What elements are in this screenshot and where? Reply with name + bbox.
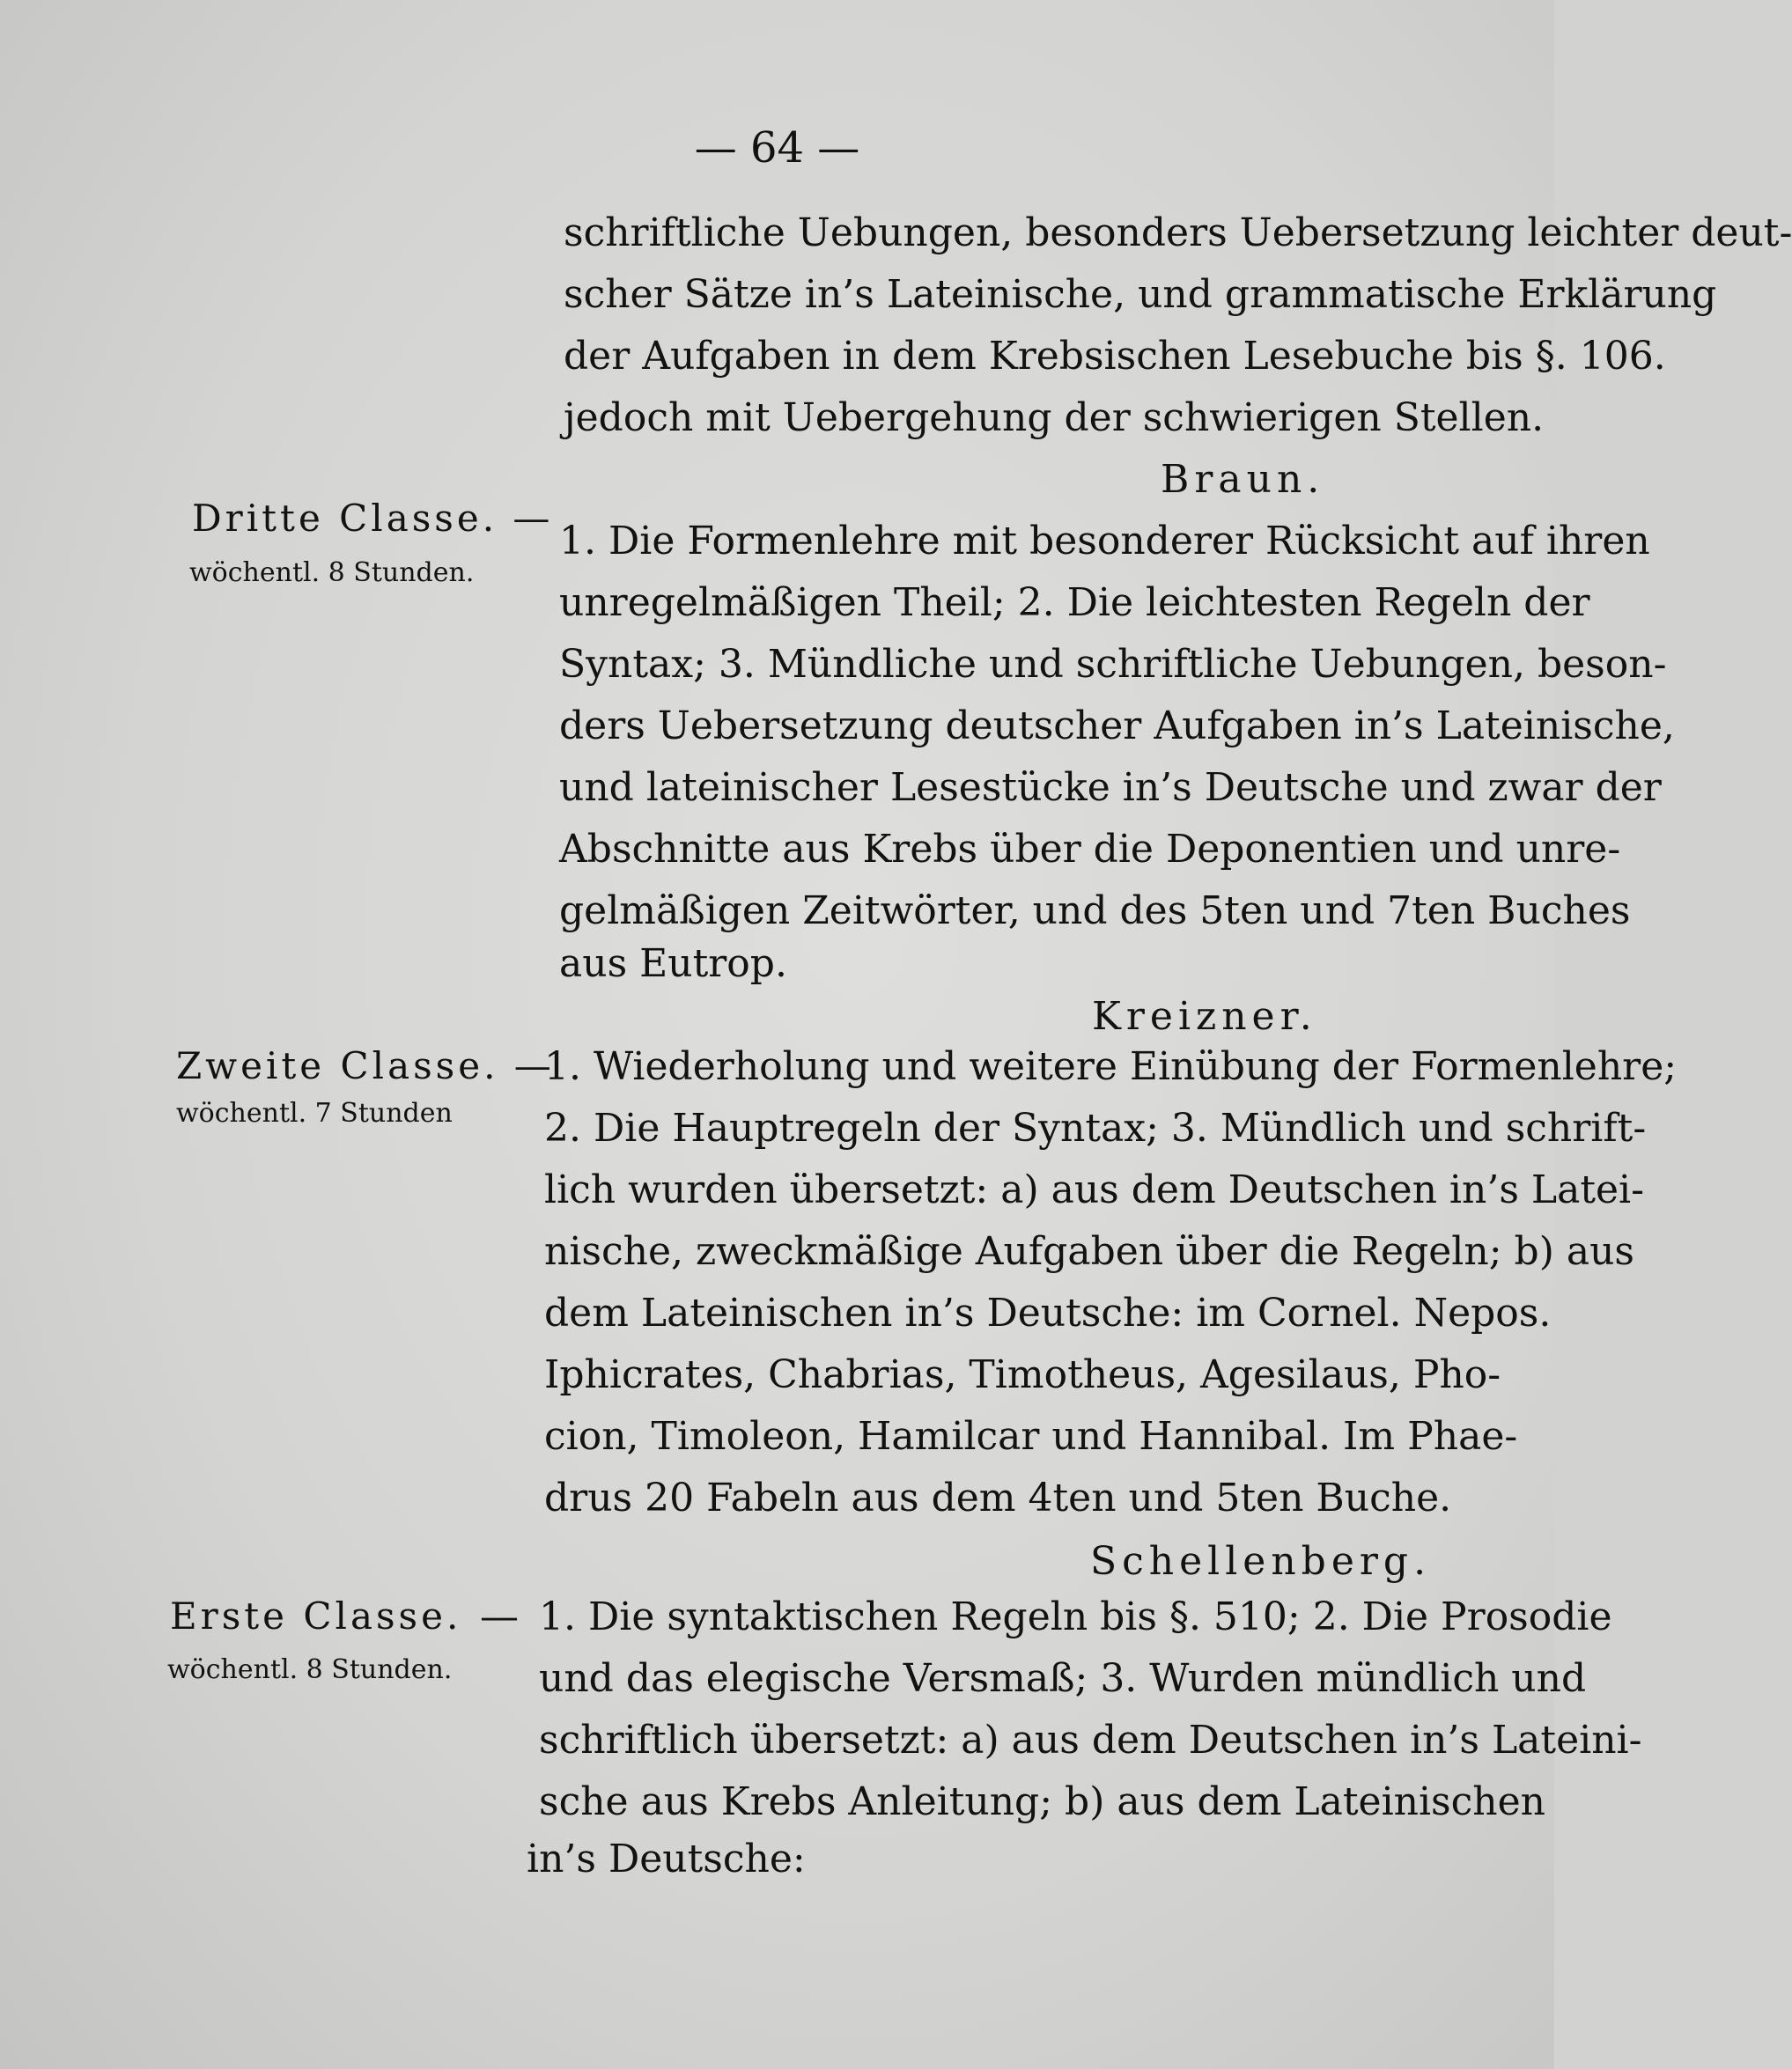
zweite-classe-heading: Zweite Classe. — [176,1044,555,1087]
erste-line-3: schriftlich übersetzt: a) aus dem Deutschen in’s Lateini- [539,1718,1642,1763]
dritte-classe-hours: wöchentl. 8 Stunden. [189,557,475,588]
signature-schellenberg: Schellenberg. [1090,1539,1432,1584]
erste-classe-heading: Erste Classe. [170,1594,462,1638]
dritte-line-8: aus Eutrop. [559,941,787,986]
zweite-line-7: cion, Timoleon, Hamilcar und Hannibal. Im Phae- [544,1414,1518,1459]
intro-line-3: der Aufgaben in dem Krebsischen Lesebuche bis §. 106. [564,334,1666,379]
zweite-line-4: nische, zweckmäßige Aufgaben über die Regeln; b) aus [544,1229,1634,1274]
page-number: — 64 — [694,123,860,173]
signature-braun: Braun. [1161,457,1325,502]
dritte-line-7: gelmäßigen Zeitwörter, und des 5ten und 7ten Buches [559,888,1631,933]
erste-line-1: 1. Die syntaktischen Regeln bis §. 510; 2. Die Prosodie [539,1594,1612,1639]
dritte-line-4: ders Uebersetzung deutscher Aufgaben in’s Lateinische, [559,703,1675,748]
intro-line-4: jedoch mit Uebergehung der schwierigen Stellen. [564,395,1545,440]
erste-classe-hours: wöchentl. 8 Stunden. [167,1654,453,1685]
zweite-classe-hours: wöchentl. 7 Stunden [176,1098,453,1129]
dritte-line-2: unregelmäßigen Theil; 2. Die leichtesten Regeln der [559,580,1590,625]
zweite-line-6: Iphicrates, Chabrias, Timotheus, Agesilaus, Pho- [544,1352,1501,1397]
zweite-line-8: drus 20 Fabeln aus dem 4ten und 5ten Buche. [544,1476,1452,1520]
dritte-line-1: 1. Die Formenlehre mit besonderer Rücksicht auf ihren [559,519,1650,563]
intro-line-2: scher Sätze in’s Lateinische, und grammatische Erklärung [564,272,1717,317]
dritte-line-3: Syntax; 3. Mündliche und schriftliche Uebungen, beson- [559,642,1667,687]
dritte-line-5: und lateinischer Lesestücke in’s Deutsche und zwar der [559,765,1662,810]
erste-line-2: und das elegische Versmaß; 3. Wurden mündlich und [539,1656,1587,1701]
dritte-line-6: Abschnitte aus Krebs über die Deponentien und unre- [559,827,1621,872]
zweite-line-3: lich wurden übersetzt: a) aus dem Deutschen in’s Latei- [544,1167,1644,1212]
erste-line-5: in’s Deutsche: [527,1837,806,1881]
intro-line-1: schriftliche Uebungen, besonders Uebersetzung leichter deut- [564,210,1792,255]
zweite-line-1: 1. Wiederholung und weitere Einübung der Formenlehre; [544,1044,1678,1089]
erste-line-4: sche aus Krebs Anleitung; b) aus dem Lateinischen [539,1779,1545,1824]
dritte-classe-heading: Dritte Classe. — [192,497,554,540]
erste-classe-dash: — [480,1594,519,1639]
zweite-line-2: 2. Die Hauptregeln der Syntax; 3. Mündlich und schrift- [544,1106,1647,1151]
zweite-line-5: dem Lateinischen in’s Deutsche: im Cornel. Nepos. [544,1291,1552,1336]
signature-kreizner: Kreizner. [1092,994,1317,1039]
